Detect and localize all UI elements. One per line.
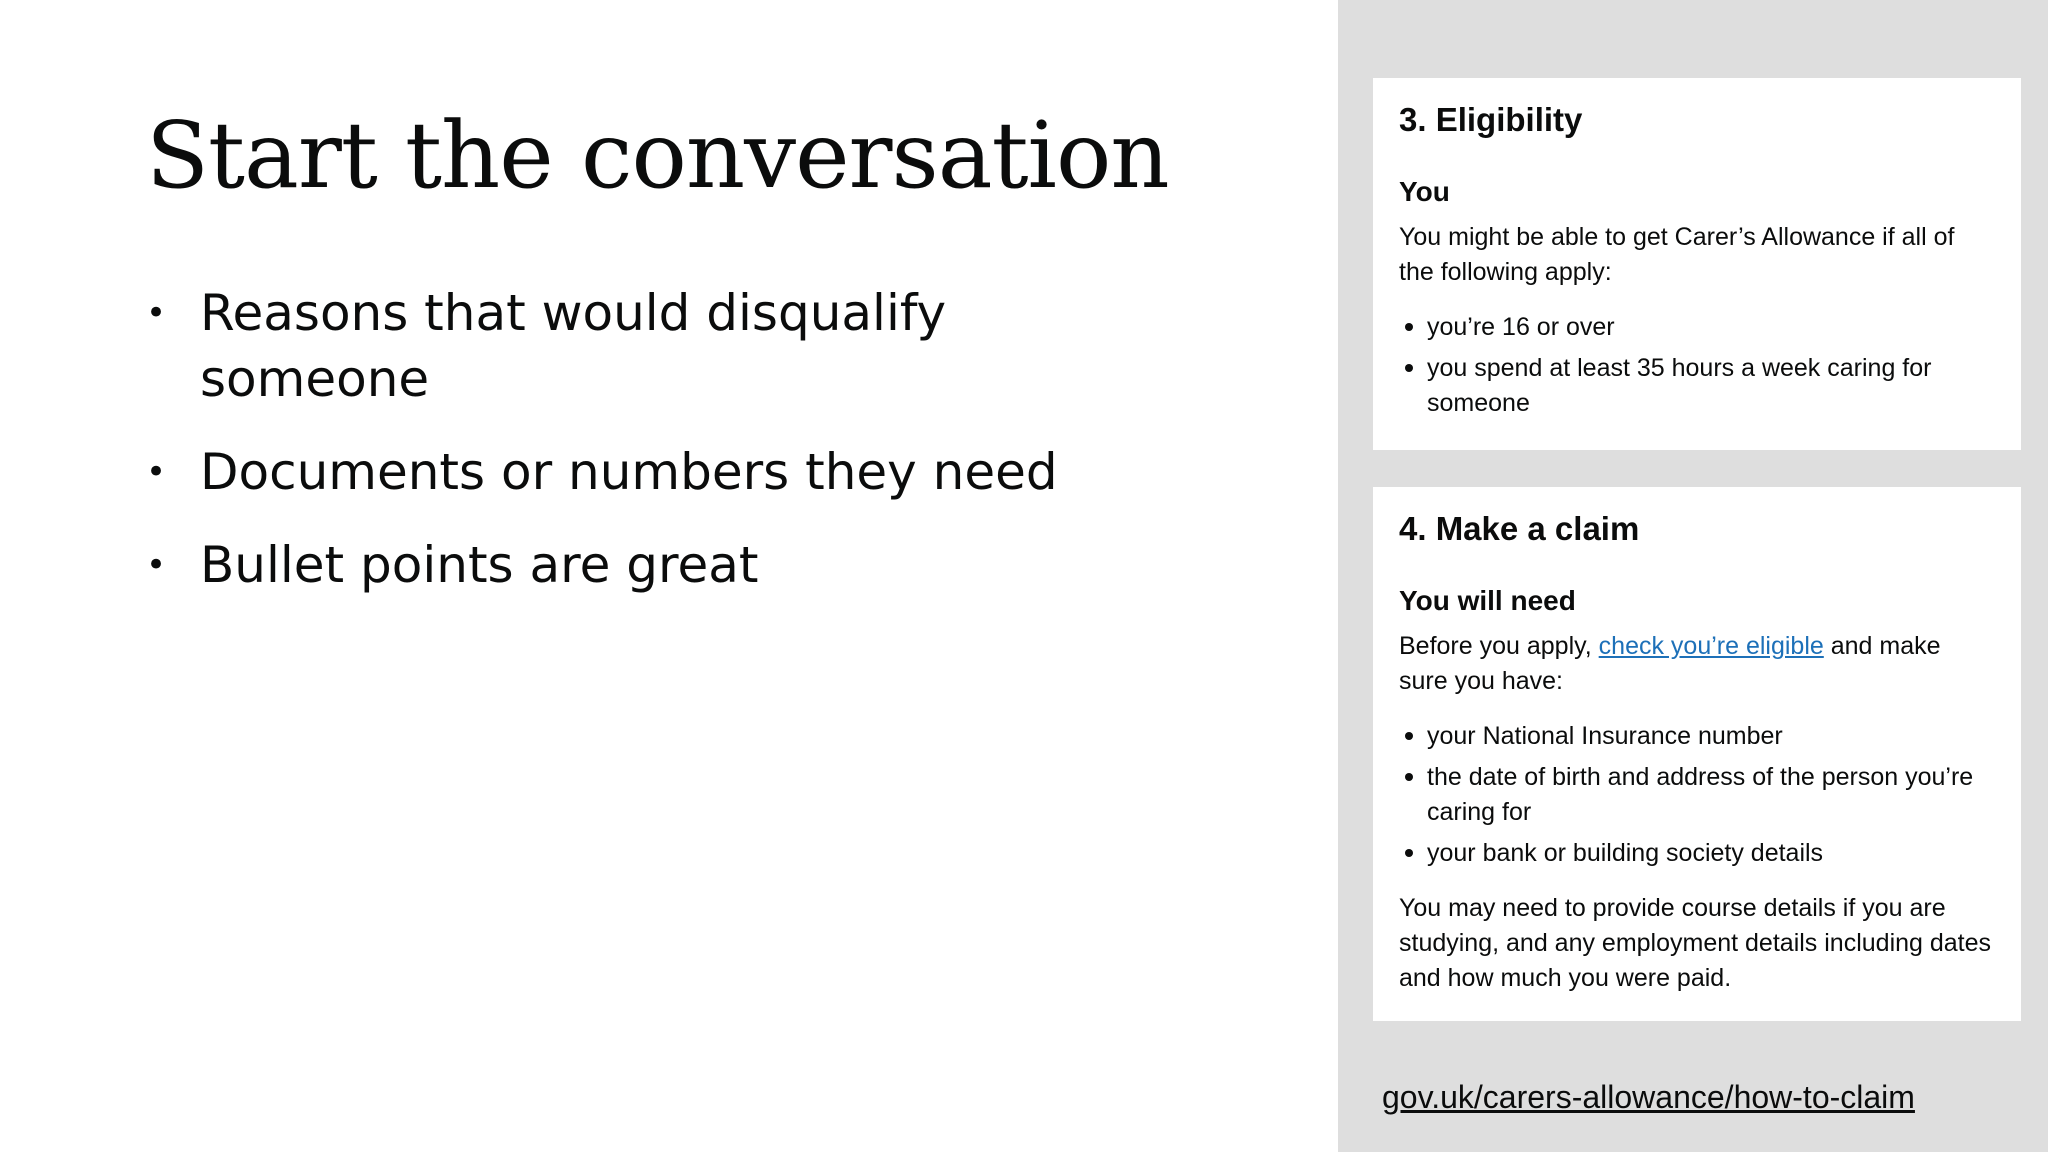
list-item-text: your bank or building society details	[1427, 839, 1824, 867]
list-item	[1399, 310, 1995, 345]
slide-bullet-text: Documents or numbers they need	[200, 443, 1058, 501]
slide-bullet-text: Reasons that would disqualify someone	[200, 284, 947, 408]
slide-title: Start the conversation	[146, 102, 1169, 209]
bullet-icon: •	[146, 452, 167, 492]
bullet-icon	[1405, 849, 1413, 857]
make-claim-card	[1373, 487, 2021, 1021]
bullet-icon: •	[146, 293, 167, 333]
list-item-text: the date of birth and address of the person you’re caring for	[1427, 763, 1974, 826]
eligibility-subheading: You	[1399, 176, 1450, 207]
make-claim-footer: You may need to provide course details if you are studying, and any employment details including dates and how much you were paid.	[1399, 894, 1992, 992]
slide-bullet-item	[146, 532, 1166, 598]
check-eligible-link[interactable]: check you’re eligible	[1598, 632, 1824, 660]
intro-text-after-link: and make sure you have:	[1399, 632, 1941, 695]
make-claim-list	[1399, 719, 1995, 871]
slide-bullet-text: Bullet points are great	[200, 536, 759, 594]
list-item	[1399, 351, 1995, 421]
list-item	[1399, 760, 1995, 830]
list-item-text: you’re 16 or over	[1427, 313, 1615, 341]
eligibility-heading: 3. Eligibility	[1399, 101, 1583, 138]
slide-bullet-item	[146, 439, 1166, 505]
list-item-text: your National Insurance number	[1427, 722, 1783, 750]
slide-bullet-list	[146, 280, 1166, 625]
list-item	[1399, 836, 1995, 871]
bullet-icon: •	[146, 545, 167, 585]
eligibility-intro: You might be able to get Carer’s Allowance if all of the following apply:	[1399, 223, 1955, 286]
eligibility-list	[1399, 310, 1995, 421]
screenshot-panel	[1338, 0, 2048, 1152]
bullet-icon	[1405, 323, 1413, 331]
slide-bullet-item	[146, 280, 1166, 412]
bullet-icon	[1405, 773, 1413, 781]
bullet-icon	[1405, 732, 1413, 740]
source-url-link[interactable]: gov.uk/carers-allowance/how-to-claim	[1382, 1079, 1915, 1115]
list-item-text: you spend at least 35 hours a week caring for someone	[1427, 354, 1932, 417]
eligibility-card	[1373, 78, 2021, 450]
make-claim-intro	[1399, 629, 1995, 699]
list-item	[1399, 719, 1995, 754]
bullet-icon	[1405, 364, 1413, 372]
intro-text-before-link: Before you apply,	[1399, 632, 1599, 660]
make-claim-heading: 4. Make a claim	[1399, 510, 1640, 547]
make-claim-subheading: You will need	[1399, 585, 1576, 616]
